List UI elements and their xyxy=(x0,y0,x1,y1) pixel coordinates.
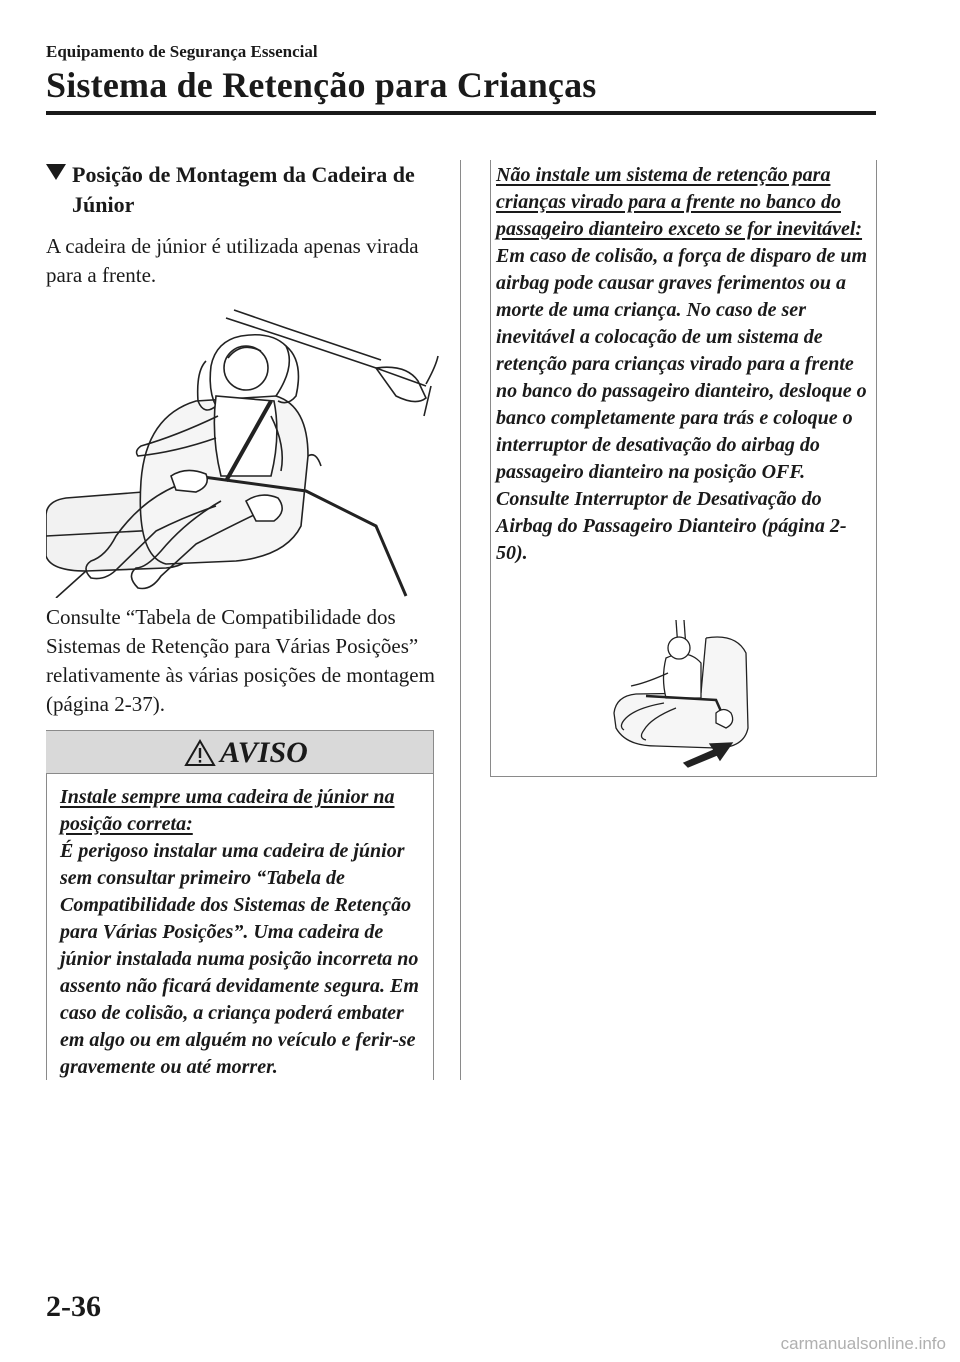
page-number: 2-36 xyxy=(46,1290,101,1323)
watermark: carmanualsonline.info xyxy=(780,1334,946,1353)
caution-body: Em caso de colisão, a força de disparo de um airbag pode causar graves ferimentos ou a morte de uma criança. No caso de ser inevitável a colocação de um sistema de retenção para crianças virado para a frente no banco do passageiro dianteiro, desloque o banco completamente para trás e coloque o interruptor de desativação do airbag do passageiro dianteiro na posição OFF. Consulte Interruptor de Desativação do Airbag do Passageiro Dianteiro (página 2-50). xyxy=(496,245,868,564)
column-divider xyxy=(460,160,461,1080)
subsection-heading: Posição de Montagem da Cadeira de Júnior xyxy=(46,160,446,220)
warning-text xyxy=(60,784,425,1081)
intro-paragraph: A cadeira de júnior é utilizada apenas virada para a frente. xyxy=(46,234,419,287)
warning-triangle-icon xyxy=(184,739,216,767)
reference-paragraph: Consulte “Tabela de Compatibilidade dos Sistemas de Retenção para Várias Posições” relativamente às várias posições de montagem (página 2-37). xyxy=(46,605,435,716)
seat-rearward-illustration xyxy=(606,618,756,773)
warning-title: AVISO xyxy=(184,736,308,770)
page-title: Sistema de Retenção para Crianças xyxy=(46,65,597,105)
warning-lead: Instale sempre uma cadeira de júnior na posição correta: xyxy=(60,786,395,835)
triangle-bullet-icon xyxy=(46,164,66,180)
warning-body: É perigoso instalar uma cadeira de júnior sem consultar primeiro “Tabela de Compatibilidade dos Sistemas de Retenção para Várias Posições”. Uma cadeira de júnior instalada numa posição incorreta no assento não ficará devidamente segura. Em caso de colisão, a criança poderá embater em algo ou em alguém no veículo e ferir-se gravemente ou até morrer. xyxy=(60,840,419,1078)
caution-lead: Não instale um sistema de retenção para crianças virado para a frente no banco do passageiro dianteiro exceto se for inevitável: xyxy=(496,164,863,240)
section-label: Equipamento de Segurança Essencial xyxy=(46,42,318,61)
header-rule xyxy=(46,111,876,115)
junior-seat-illustration xyxy=(46,306,441,603)
caution-text xyxy=(496,162,868,567)
